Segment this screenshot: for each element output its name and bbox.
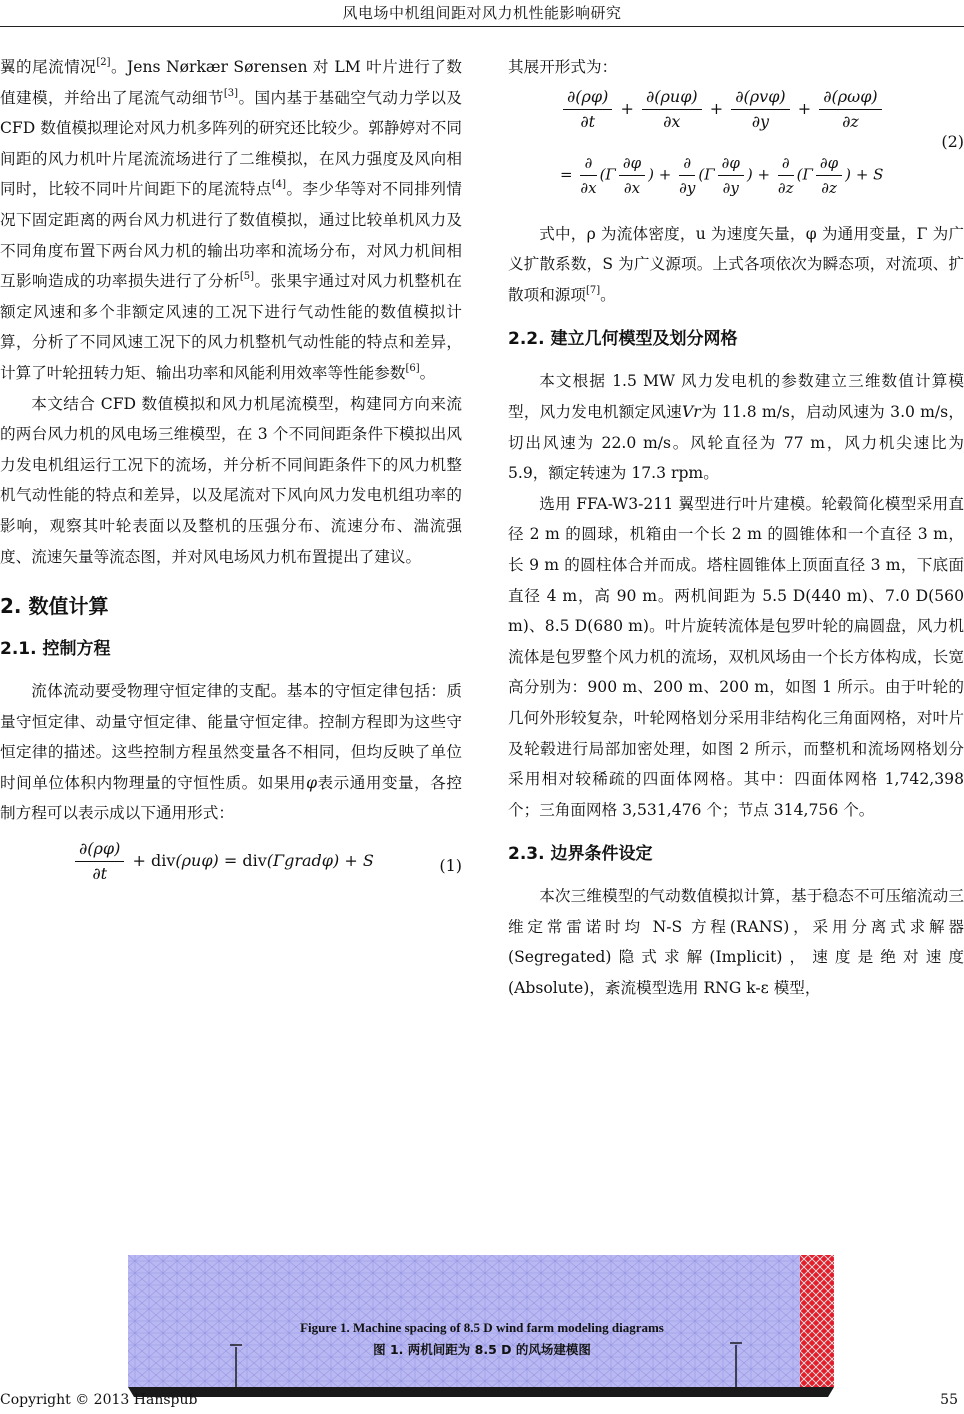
eq2-num: ∂φ bbox=[718, 151, 744, 176]
text-run: 。李少华等对不同排列情况下固定距离的两台风力机进行了数值模拟，通过比较单机风力及不同角度布置下两台风力机的输出功率和流场分布，对风力机间相互影响造成的功率损失进行了分析 bbox=[0, 180, 462, 291]
text-run: 。国内基于基础空气动力学以及 CFD 数值模拟理论对风力机多阵列的研究还比较少。郭静婷对不同间距的风力机叶片尾流流场进行了二维模拟，在风力强度及风向相同时，比较不同叶片间距下的尾流特点 bbox=[0, 88, 462, 199]
citation-ref: [7] bbox=[585, 284, 601, 296]
page-number: 55 bbox=[940, 1392, 958, 1408]
expansion-intro: 其展开形式为： bbox=[508, 58, 618, 76]
eq2-paren: ) bbox=[746, 165, 753, 184]
citation-ref: [2] bbox=[96, 57, 111, 68]
eq2-paren: ) bbox=[648, 165, 654, 184]
eq1-time-term bbox=[75, 837, 124, 886]
figure-caption-en: Figure 1. Machine spacing of 8.5 D wind farm modeling diagrams bbox=[300, 1320, 664, 1335]
text-run: 。 bbox=[600, 285, 616, 304]
text-run: 流体流动要受物理守恒定律的支配。基本的守恒定律包括：质量守恒定律、动量守恒定律、能量守恒定律。控制方程即为这些守恒定律的描述。这些控制方程虽然变量各不相同，但均反映了单位时间单位体积内物理量的守恒性质。如果用 bbox=[0, 682, 462, 792]
figure-caption-cn: 图 1. 两机间距为 8.5 D 的风场建模图 bbox=[373, 1342, 591, 1357]
eq2-line-2 bbox=[560, 151, 883, 200]
eq2-grad-y bbox=[718, 151, 744, 200]
eq2-num: ∂(ρφ) bbox=[563, 85, 612, 110]
eq1-source: + S bbox=[344, 851, 374, 871]
eq2-den: ∂y bbox=[679, 178, 696, 197]
eq2-plus: + bbox=[658, 165, 672, 184]
eq2-gamma: (Γ bbox=[698, 165, 715, 184]
equation-number-2: (2) bbox=[941, 131, 964, 151]
eq1-div: div bbox=[150, 851, 176, 871]
eq1-equals: = bbox=[223, 851, 238, 871]
rated-speed-symbol: Vr bbox=[681, 402, 701, 421]
eq2-term-t bbox=[563, 85, 612, 134]
text-run: 表示通用变量，各控制方程可以表示成以下通用形式： bbox=[0, 773, 462, 823]
eq2-num: ∂ bbox=[679, 151, 695, 176]
eq1-plus: + bbox=[132, 851, 146, 871]
equation-number-1: (1) bbox=[439, 856, 462, 876]
eq2-paren: ) bbox=[845, 165, 852, 184]
eq2-diff-x bbox=[580, 151, 596, 200]
boundary-paragraph: 本次三维模型的气动数值模拟计算，基于稳态不可压缩流动三维定常雷诺时均 N-S 方程(RANS)，采用分离式求解器(Segregated)隐式求解(Implicit)，速度是绝对速度(Absolute)，紊流模型选用 RNG k-ε 模型， bbox=[508, 887, 964, 998]
phi-symbol: φ bbox=[306, 773, 317, 792]
text-run: 为 11.8 m/s，启动风速为 3.0 m/s，切出风速为 22.0 m/s。风轮直径为 77 m，风力机尖速比为 5.9，额定转速为 17.3 rpm。 bbox=[508, 402, 964, 483]
eq2-term-y bbox=[731, 85, 789, 134]
citation-ref: [5] bbox=[239, 271, 255, 283]
eq2-den: ∂y bbox=[751, 111, 770, 131]
eq2-diff-y bbox=[679, 151, 695, 200]
text-run: 。张果宇通过对风力机整机在额定风速和多个非额定风速的工况下进行气动性能的数值模拟计算，分析了不同风速工况下的风力机整机气动性能的特点和差异，计算了叶轮扭转力矩、输出功率和风能利用效率等性能参数 bbox=[0, 272, 462, 382]
eq2-gamma: (Γ bbox=[796, 165, 813, 184]
eq2-den: ∂z bbox=[821, 178, 837, 197]
intro-paragraph-1 bbox=[0, 52, 462, 389]
eq2-num: ∂φ bbox=[816, 151, 842, 176]
eq2-line-1 bbox=[560, 85, 885, 134]
eq1-partial: ∂ bbox=[79, 839, 88, 859]
eq2-num: ∂φ bbox=[619, 151, 645, 176]
eq2-den: ∂z bbox=[842, 111, 859, 131]
left-column bbox=[0, 52, 462, 899]
mesh-paragraph: 选用 FFA-W3-211 翼型进行叶片建模。轮毂简化模型采用直径 2 m 的圆球，机箱由一个长 2 m 的圆锥体和一个直径 3 m，长 9 m 的圆柱体合并而成。塔柱圆锥体上顶面直径 3 m，下底面直径 4 m，高 90 m。两机间距为 5.5 D(440 m)、7.0 D(560 m)、8.5 D(680 m)。叶片旋转流体是包罗叶轮的扁圆盘，风力机流体是包罗整个风力机的流场，双机风场由一个长方体构成，长宽高分别为：900 m、200 m、200 m，如图 1 所示。由于叶轮的几何外形较复杂，叶轮网格划分采用非结构化三角面网格，对叶片及轮毂进行局部加密处理，如图 2 所示，而整机和流场网格划分采用相对较稀疏的四面体网格。其中：四面体网格 1,742,398 个；三角面网格 3,531,476 个；节点 314,756 个。 bbox=[508, 494, 964, 819]
eq1-numerator: (ρφ) bbox=[87, 839, 121, 859]
text-run: 翼的尾流情况 bbox=[0, 58, 97, 76]
eq2-grad-z bbox=[816, 151, 842, 200]
eq1-diffusion: (Γgradφ) bbox=[266, 851, 340, 871]
eq1-denominator: ∂t bbox=[92, 864, 108, 884]
eq2-den: ∂x bbox=[580, 178, 597, 197]
eq2-term-z bbox=[819, 85, 881, 134]
symbol-definition-paragraph bbox=[508, 219, 964, 311]
eq2-term-x bbox=[642, 85, 702, 134]
eq2-den: ∂y bbox=[722, 178, 739, 197]
right-column bbox=[508, 52, 964, 1004]
eq2-plus: + bbox=[757, 165, 771, 184]
eq2-gamma: (Γ bbox=[599, 165, 616, 184]
citation-ref: [4] bbox=[271, 179, 287, 191]
intro-paragraph-2: 本文结合 CFD 数值模拟和风力机尾流模型，构建同方向来流的两台风力机的风电场三维模型，在 3 个不同间距条件下模拟出风力发电机组运行工况下的流场，并分析不同间距条件下的风力机整机气动性能的特点和差异，以及尾流对下风向风力发电机组功率的影响，观察其叶轮表面以及整机的压强分布、流速分布、湍流强度、流速矢量等流态图，并对风电场风力机布置提出了建议。 bbox=[0, 394, 462, 566]
eq2-num: ∂ bbox=[580, 151, 596, 176]
header-rule bbox=[0, 26, 964, 27]
eq2-plus: + bbox=[620, 98, 634, 118]
eq2-num: ∂(ρuφ) bbox=[642, 85, 702, 110]
eq2-den: ∂z bbox=[777, 178, 794, 197]
text-run: 本文根据 1.5 MW 风力发电机的参数建立三维数值计算模型，风力发电机额定风速 bbox=[508, 372, 964, 421]
eq2-num: ∂(ρωφ) bbox=[819, 85, 881, 110]
eq2-source: + S bbox=[855, 165, 884, 184]
citation-ref: [6] bbox=[405, 362, 420, 374]
eq2-num: ∂(ρvφ) bbox=[731, 85, 789, 110]
citation-ref: [3] bbox=[223, 87, 239, 99]
eq1-convection: (ρuφ) bbox=[175, 851, 219, 871]
eq2-num: ∂ bbox=[778, 151, 794, 176]
eq2-den: ∂x bbox=[623, 178, 641, 197]
eq2-den: ∂t bbox=[580, 111, 596, 131]
section-heading-2: 2. 数值计算 bbox=[0, 594, 109, 619]
eq2-grad-x bbox=[619, 151, 645, 200]
text-run: 。 bbox=[419, 363, 436, 382]
subsection-heading-2-2: 2.2. 建立几何模型及划分网格 bbox=[508, 329, 738, 350]
running-header: 风电场中机组间距对风力机性能影响研究 bbox=[342, 4, 622, 22]
eq2-plus: + bbox=[797, 98, 812, 118]
subsection-heading-2-3: 2.3. 边界条件设定 bbox=[508, 844, 653, 865]
text-run: 。Jens Nørkær Sørensen 对 LM 叶片进行了数值建模，并给出了尾流气动细节 bbox=[0, 58, 462, 107]
text-run: 式中，ρ 为流体密度，u 为速度矢量，φ 为通用变量，Γ 为广义扩散系数，S 为广义源项。上式各项依次为瞬态项，对流项、扩散项和源项 bbox=[508, 224, 964, 304]
eq2-plus: + bbox=[709, 98, 724, 118]
equation-1 bbox=[0, 837, 462, 899]
subsection-heading-2-1: 2.1. 控制方程 bbox=[0, 639, 111, 660]
governing-equation-paragraph bbox=[0, 676, 462, 829]
eq2-den: ∂x bbox=[663, 111, 681, 131]
eq1-div: div bbox=[242, 851, 267, 871]
domain-floor-edge bbox=[128, 1387, 834, 1397]
eq2-diff-z bbox=[778, 151, 794, 200]
equation-2 bbox=[508, 83, 964, 213]
eq2-equals: = bbox=[560, 165, 573, 184]
copyright-notice: Copyright © 2013 Hanspub bbox=[0, 1392, 198, 1408]
model-parameters-paragraph bbox=[508, 366, 964, 488]
